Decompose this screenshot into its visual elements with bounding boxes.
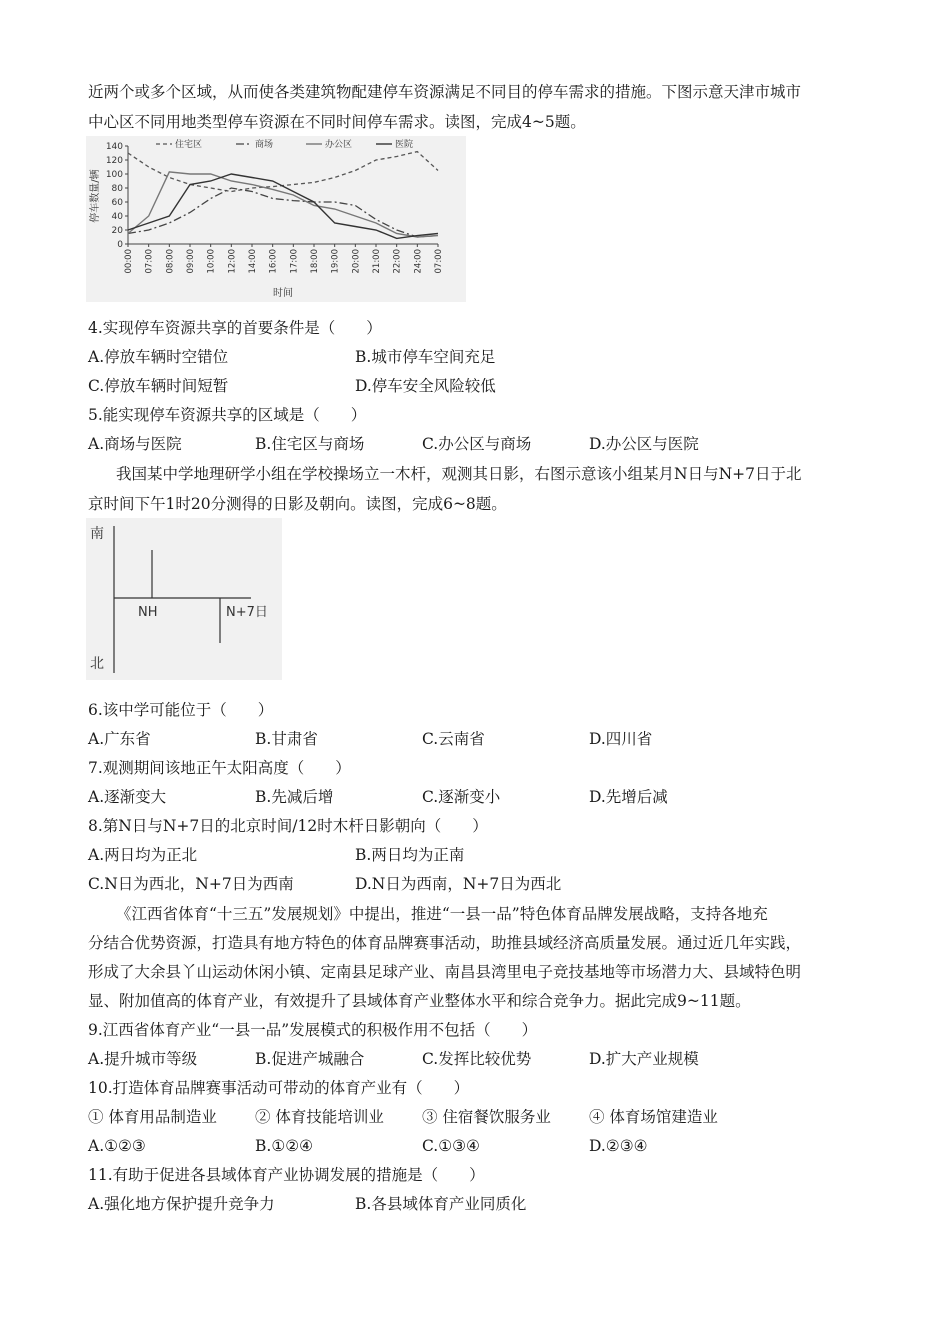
shadow-diagram [86, 518, 282, 680]
q8-option-d[interactable]: D.N日为西南，N+7日为西北 [355, 875, 562, 893]
q11-option-b[interactable]: B.各县域体育产业同质化 [355, 1195, 527, 1213]
q9-option-c[interactable]: C.发挥比较优势 [422, 1050, 532, 1068]
x-tick-label: 09:00 [186, 249, 196, 274]
q7-option-a[interactable]: A.逐渐变大 [88, 788, 167, 806]
label-day-n7: N+7日 [226, 605, 268, 620]
q10-item-1: ① 体育用品制造业 [88, 1108, 217, 1126]
series-line-3 [128, 172, 438, 237]
x-tick-label: 14:00 [248, 249, 258, 274]
y-tick-label: 140 [105, 142, 123, 152]
passage3-line4: 显、附加值高的体育产业，有效提升了县域体育产业整体水平和综合竞争力。据此完成9~11题。 [88, 992, 751, 1010]
q11-option-a[interactable]: A.强化地方保护提升竞争力 [88, 1195, 275, 1213]
label-day-n: NH [138, 605, 158, 620]
q10-stem: 10.打造体育品牌赛事活动可带动的体育产业有（ ） [88, 1079, 470, 1097]
q4-option-a[interactable]: A.停放车辆时空错位 [88, 348, 229, 366]
q8-option-b[interactable]: B.两日均为正南 [355, 846, 465, 864]
q4-stem: 4.实现停车资源共享的首要条件是（ ） [88, 319, 382, 337]
y-tick-label: 60 [111, 198, 123, 208]
x-tick-label: 20:00 [351, 249, 362, 274]
series-line-2 [128, 188, 438, 237]
q5-option-b[interactable]: B.住宅区与商场 [255, 435, 365, 453]
legend-label: 办公区 [325, 140, 353, 150]
y-tick-label: 80 [111, 184, 123, 194]
x-tick-label: 22:00 [392, 249, 403, 274]
q4-option-c[interactable]: C.停放车辆时间短暂 [88, 377, 229, 395]
x-tick-label: 00:00 [124, 249, 134, 274]
legend-label: 医院 [395, 140, 414, 150]
series-line-4 [128, 174, 438, 238]
x-tick-label: 17:00 [289, 249, 300, 274]
q7-option-c[interactable]: C.逐渐变小 [422, 788, 501, 806]
q5-option-d[interactable]: D.办公区与医院 [589, 435, 699, 453]
x-axis-label: 时间 [273, 288, 293, 299]
y-tick-label: 100 [105, 170, 123, 180]
q6-option-c[interactable]: C.云南省 [422, 730, 485, 748]
y-tick-label: 120 [105, 156, 123, 166]
x-tick-label: 12:00 [227, 249, 238, 274]
q7-option-b[interactable]: B.先减后增 [255, 788, 334, 806]
q6-option-b[interactable]: B.甘肃省 [255, 730, 318, 748]
q10-option-d[interactable]: D.②③④ [589, 1137, 648, 1155]
x-tick-label: 18:00 [310, 249, 320, 274]
passage2-line1: 我国某中学地理研学小组在学校操场立一木杆，观测其日影，右图示意该小组某月N日与N+7日于北 [116, 465, 802, 483]
q10-item-3: ③ 住宿餐饮服务业 [422, 1108, 551, 1126]
q7-stem: 7.观测期间该地正午太阳高度（ ） [88, 759, 351, 777]
q6-stem: 6.该中学可能位于（ ） [88, 701, 274, 719]
q8-option-a[interactable]: A.两日均为正北 [88, 846, 198, 864]
legend-label: 商场 [255, 140, 274, 150]
q9-option-d[interactable]: D.扩大产业规模 [589, 1050, 699, 1068]
q9-option-a[interactable]: A.提升城市等级 [88, 1050, 198, 1068]
passage2-line2: 京时间下午1时20分测得的日影及朝向。读图，完成6~8题。 [88, 495, 507, 513]
q5-option-a[interactable]: A.商场与医院 [88, 435, 182, 453]
y-axis-label: 停车数量/辆 [90, 169, 101, 223]
x-tick-label: 24:00 [413, 249, 424, 274]
passage3-line3: 形成了大余县丫山运动休闲小镇、定南县足球产业、南昌县湾里电子竞技基地等市场潜力大、县域特色明 [88, 963, 802, 981]
x-tick-label: 08:00 [165, 249, 176, 274]
q6-option-a[interactable]: A.广东省 [88, 730, 151, 748]
q4-option-d[interactable]: D.停车安全风险较低 [355, 377, 496, 395]
south-label: 南 [90, 526, 104, 542]
q10-option-a[interactable]: A.①②③ [88, 1137, 146, 1155]
passage3-line1: 《江西省体育“十三五”发展规划》中提出，推进“一县一品”特色体育品牌发展战略，支持各地充 [116, 905, 768, 923]
x-tick-label: 19:00 [330, 249, 341, 274]
q8-option-c[interactable]: C.N日为西北，N+7日为西南 [88, 875, 294, 893]
x-tick-label: 16:00 [268, 249, 279, 274]
x-tick-label: 07:00 [144, 249, 155, 274]
parking-demand-chart [86, 136, 466, 302]
y-tick-label: 40 [111, 212, 123, 222]
q6-option-d[interactable]: D.四川省 [589, 730, 653, 748]
q10-option-b[interactable]: B.①②④ [255, 1137, 314, 1155]
q5-stem: 5.能实现停车资源共享的区域是（ ） [88, 406, 367, 424]
q10-item-4: ④ 体育场馆建造业 [589, 1108, 718, 1126]
x-tick-label: 07:00 [434, 249, 444, 274]
q11-stem: 11.有助于促进各县域体育产业协调发展的措施是（ ） [88, 1166, 485, 1184]
north-label: 北 [90, 656, 104, 672]
passage1-line2: 中心区不同用地类型停车资源在不同时间停车需求。读图，完成4~5题。 [88, 113, 586, 131]
x-tick-label: 21:00 [372, 249, 382, 274]
q4-option-b[interactable]: B.城市停车空间充足 [355, 348, 496, 366]
q9-stem: 9.江西省体育产业“一县一品”发展模式的积极作用不包括（ ） [88, 1021, 538, 1039]
q8-stem: 8.第N日与N+7日的北京时间/12时木杆日影朝向（ ） [88, 817, 488, 835]
q10-option-c[interactable]: C.①③④ [422, 1137, 480, 1155]
legend-label: 住宅区 [175, 140, 203, 150]
q7-option-d[interactable]: D.先增后减 [589, 788, 668, 806]
q10-item-2: ② 体育技能培训业 [255, 1108, 384, 1126]
y-tick-label: 20 [111, 226, 123, 236]
y-tick-label: 0 [117, 240, 123, 250]
q5-option-c[interactable]: C.办公区与商场 [422, 435, 532, 453]
x-tick-label: 10:00 [206, 249, 217, 274]
passage1-line1: 近两个或多个区域，从而使各类建筑物配建停车资源满足不同目的停车需求的措施。下图示意天津市城市 [88, 83, 802, 101]
q9-option-b[interactable]: B.促进产城融合 [255, 1050, 365, 1068]
passage3-line2: 分结合优势资源，打造具有地方特色的体育品牌赛事活动，助推县域经济高质量发展。通过近几年实践， [88, 934, 802, 952]
